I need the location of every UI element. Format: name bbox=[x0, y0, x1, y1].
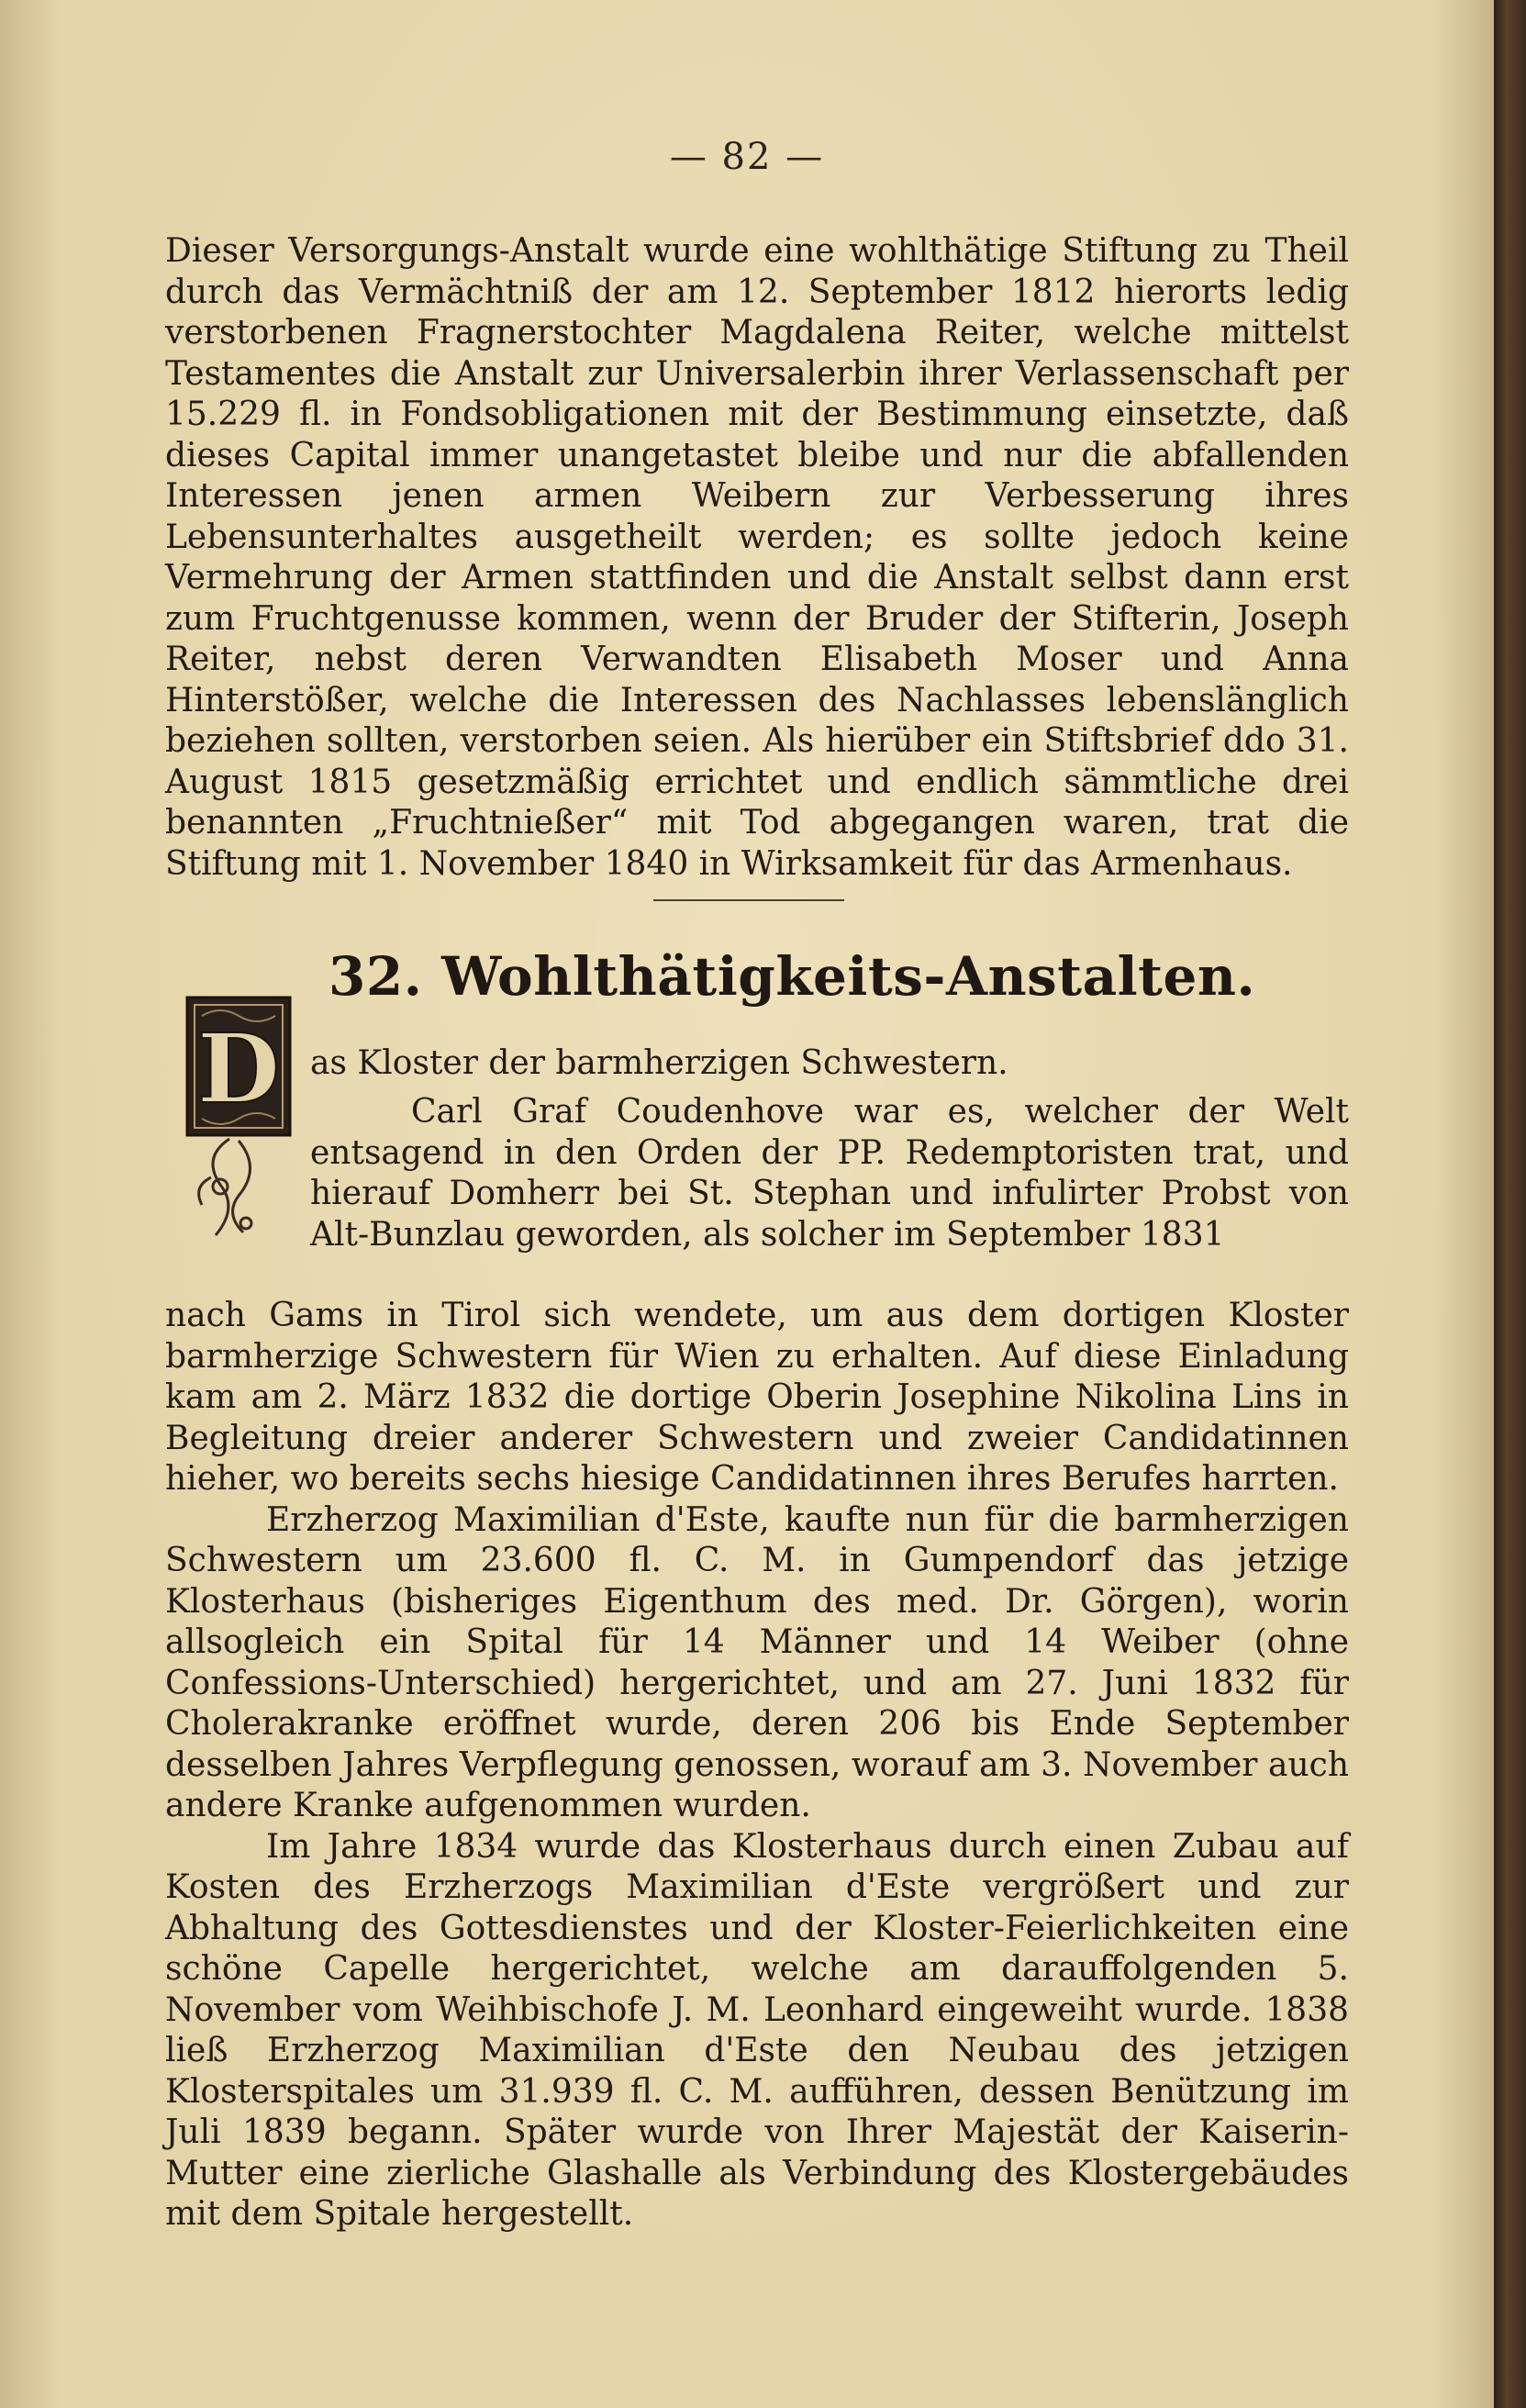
paragraph-text: Carl Graf Coudenhove war es, welcher der Welt entsagend in den Orden der PP. Redemptoristen trat, und hierauf Domherr bei St. Stephan und infulirter Probst von Alt-Bunzlau geworden, als solcher im September 1831 bbox=[310, 1093, 1349, 1254]
paragraph-coudenhove bbox=[310, 1092, 1349, 1255]
paragraph-text: Erzherzog Maximilian d'Este, kaufte nun für die barmherzigen Schwestern um 23.600 fl. C. M. in Gumpendorf das jetzige Klosterhaus (bisheriges Eigenthum des med. Dr. Görgen), worin allsogleich ein Spital für 14 Männer und 14 Weiber (ohne Confessions-Unterschied) hergerichtet, und am 27. Juni 1832 für Cholerakranke eröffnet wurde, deren 206 bis Ende September desselben Jahres Verpflegung genossen, worauf am 3. November auch andere Kranke aufgenommen wurden. bbox=[165, 1500, 1349, 1824]
paragraph-text: nach Gams in Tirol sich wendete, um aus dem dortigen Kloster barmherzige Schwestern für Wien zu erhalten. Auf diese Einladung kam am 2. März 1832 die dortige Oberin Josephine Nikolina Lins in Begleitung dreier anderer Schwestern und zweier Candidatinnen hieher, wo bereits sechs hiesige Candidatinnen ihres Berufes harrten. bbox=[165, 1297, 1349, 1498]
section-heading: 32. Wohlthätigkeits-Anstalten. bbox=[329, 945, 1256, 1008]
paragraph-versorgungs-anstalt bbox=[165, 231, 1349, 885]
page-number: — 82 — bbox=[669, 136, 825, 178]
ornamental-initial bbox=[174, 994, 303, 1260]
initial-letter: D bbox=[196, 1012, 281, 1125]
first-line-after-initial: as Kloster der barmherzigen Schwestern. bbox=[310, 1044, 1008, 1082]
section-divider bbox=[653, 899, 844, 901]
paragraph-text: Dieser Versorgungs-Anstalt wurde eine wohlthätige Stiftung zu Theil durch das Vermächtniß der am 12. September 1812 hierorts ledig verstorbenen Fragnerstochter Magdalena Reiter, welche mittelst Testamentes die Anstalt zur Universalerbin ihrer Verlassenschaft per 15.229 fl. in Fondsobligationen mit der Bestimmung einsetzte, daß dieses Capital immer unangetastet bleibe und nur die abfallenden Interessen jenen armen Weibern zur Verbesserung ihres Lebensunterhaltes ausgetheilt werden; es sollte jedoch keine Vermehrung der Armen stattfinden und die Anstalt selbst dann erst zum Fruchtgenusse kommen, wenn der Bruder der Stifterin, Joseph Reiter, nebst deren Verwandten Elisabeth Moser und Anna Hinterstößer, welche die Interessen des Nachlasses lebenslänglich beziehen sollten, verstorben seien. Als hierüber ein Stiftsbrief ddo 31. August 1815 gesetzmäßig errichtet und endlich sämmtliche drei benannten „Fruchtnießer“ mit Tod abgegangen waren, trat die Stiftung mit 1. November 1840 in Wirksamkeit für das Armenhaus. bbox=[165, 232, 1349, 883]
paragraph-text: Im Jahre 1834 wurde das Klosterhaus durch einen Zubau auf Kosten des Erzherzogs Maximilian d'Este vergrößert und zur Abhaltung des Gottesdienstes und der Kloster-Feierlichkeiten eine schöne Capelle hergerichtet, welche am darauffolgenden 5. November vom Weihbischofe J. M. Leonhard eingeweiht wurde. 1838 ließ Erzherzog Maximilian d'Este den Neubau des jetzigen Klosterspitales um 31.939 fl. C. M. aufführen, dessen Benützung im Juli 1839 begann. Später wurde von Ihrer Majestät der Kaiserin-Mutter eine zierliche Glashalle als Verbindung des Klostergebäudes mit dem Spitale hergestellt. bbox=[165, 1827, 1349, 2233]
section-body bbox=[165, 1296, 1349, 2235]
book-spine bbox=[1494, 0, 1526, 2408]
